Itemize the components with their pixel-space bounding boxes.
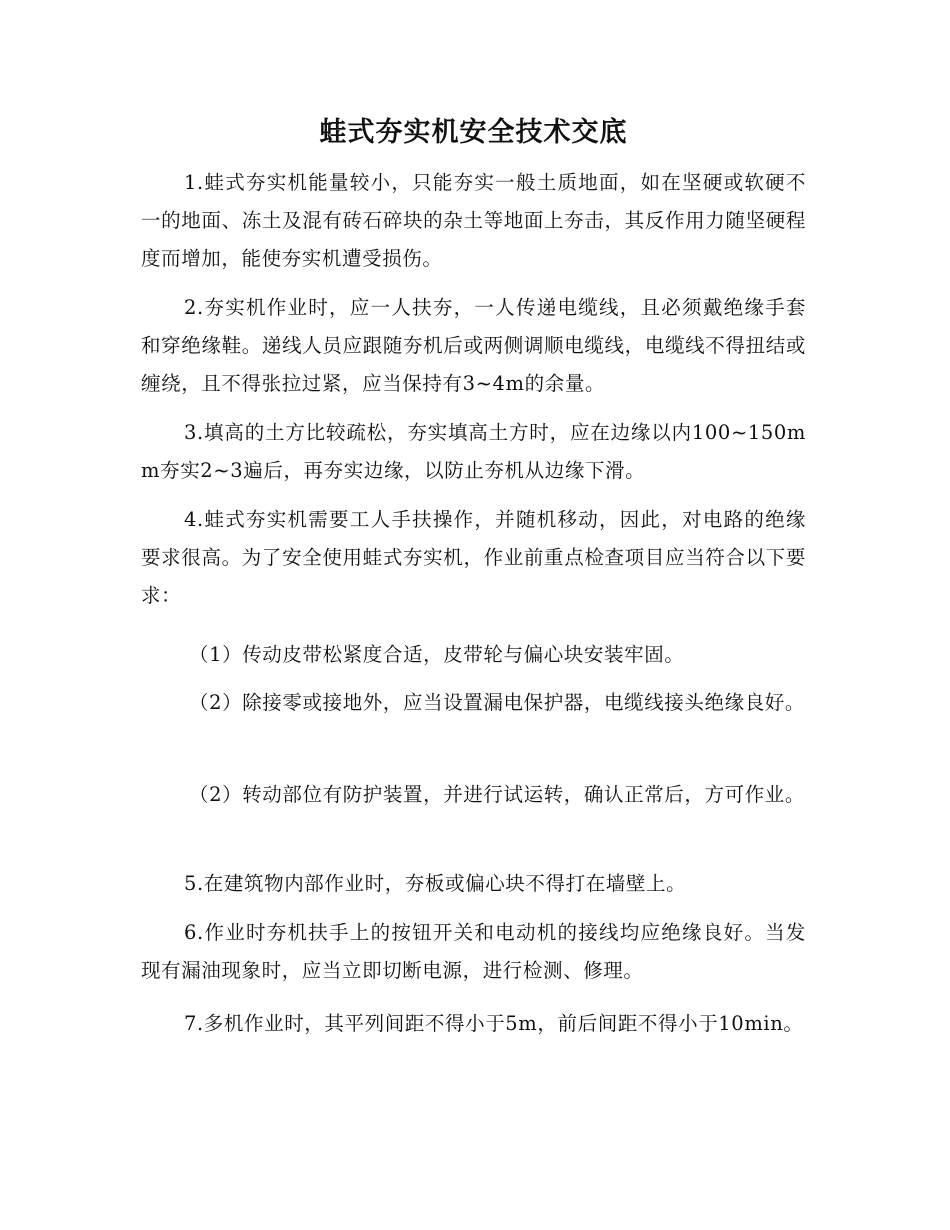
paragraph-3: 3.填高的土方比较疏松，夯实填高土方时，应在边缘以内100~150mm夯实2~3遍后，再夯实边缘，以防止夯机从边缘下滑。: [141, 421, 806, 482]
document-title: 蛙式夯实机安全技术交底: [319, 117, 628, 148]
paragraph-4: 4.蛙式夯实机需要工人手扶操作，并随机移动，因此，对电路的绝缘要求很高。为了安全使用蛙式夯实机，作业前重点检查项目应当符合以下要求：: [141, 508, 806, 607]
paragraph-5: 5.在建筑物内部作业时，夯板或偏心块不得打在墙壁上。: [184, 872, 687, 895]
sub-item-1: （1）传动皮带松紧度合适，皮带轮与偏心块安装牢固。: [189, 643, 685, 666]
sub-item-3: （2）转动部位有防护装置，并进行试运转，确认正常后，方可作业。: [189, 783, 806, 806]
paragraph-2: 2.夯实机作业时，应一人扶夯，一人传递电缆线，且必须戴绝缘手套和穿绝缘鞋。递线人员应跟随夯机后或两侧调顺电缆线，电缆线不得扭结或缠绕，且不得张拉过紧，应当保持有3~4m的余量。: [141, 296, 806, 395]
paragraph-1: 1.蛙式夯实机能量较小，只能夯实一般土质地面，如在坚硬或软硬不一的地面、冻土及混有砖石碎块的杂土等地面上夯击，其反作用力随坚硬程度而增加，能使夯实机遭受损伤。: [141, 171, 806, 270]
sub-item-2: （2）除接零或接地外，应当设置漏电保护器，电缆线接头绝缘良好。: [189, 691, 806, 714]
paragraph-7: 7.多机作业时，其平列间距不得小于5m，前后间距不得小于10min。: [184, 1012, 804, 1035]
paragraph-6: 6.作业时夯机扶手上的按钮开关和电动机的接线均应绝缘良好。当发现有漏油现象时，应当立即切断电源，进行检测、修理。: [141, 921, 806, 982]
